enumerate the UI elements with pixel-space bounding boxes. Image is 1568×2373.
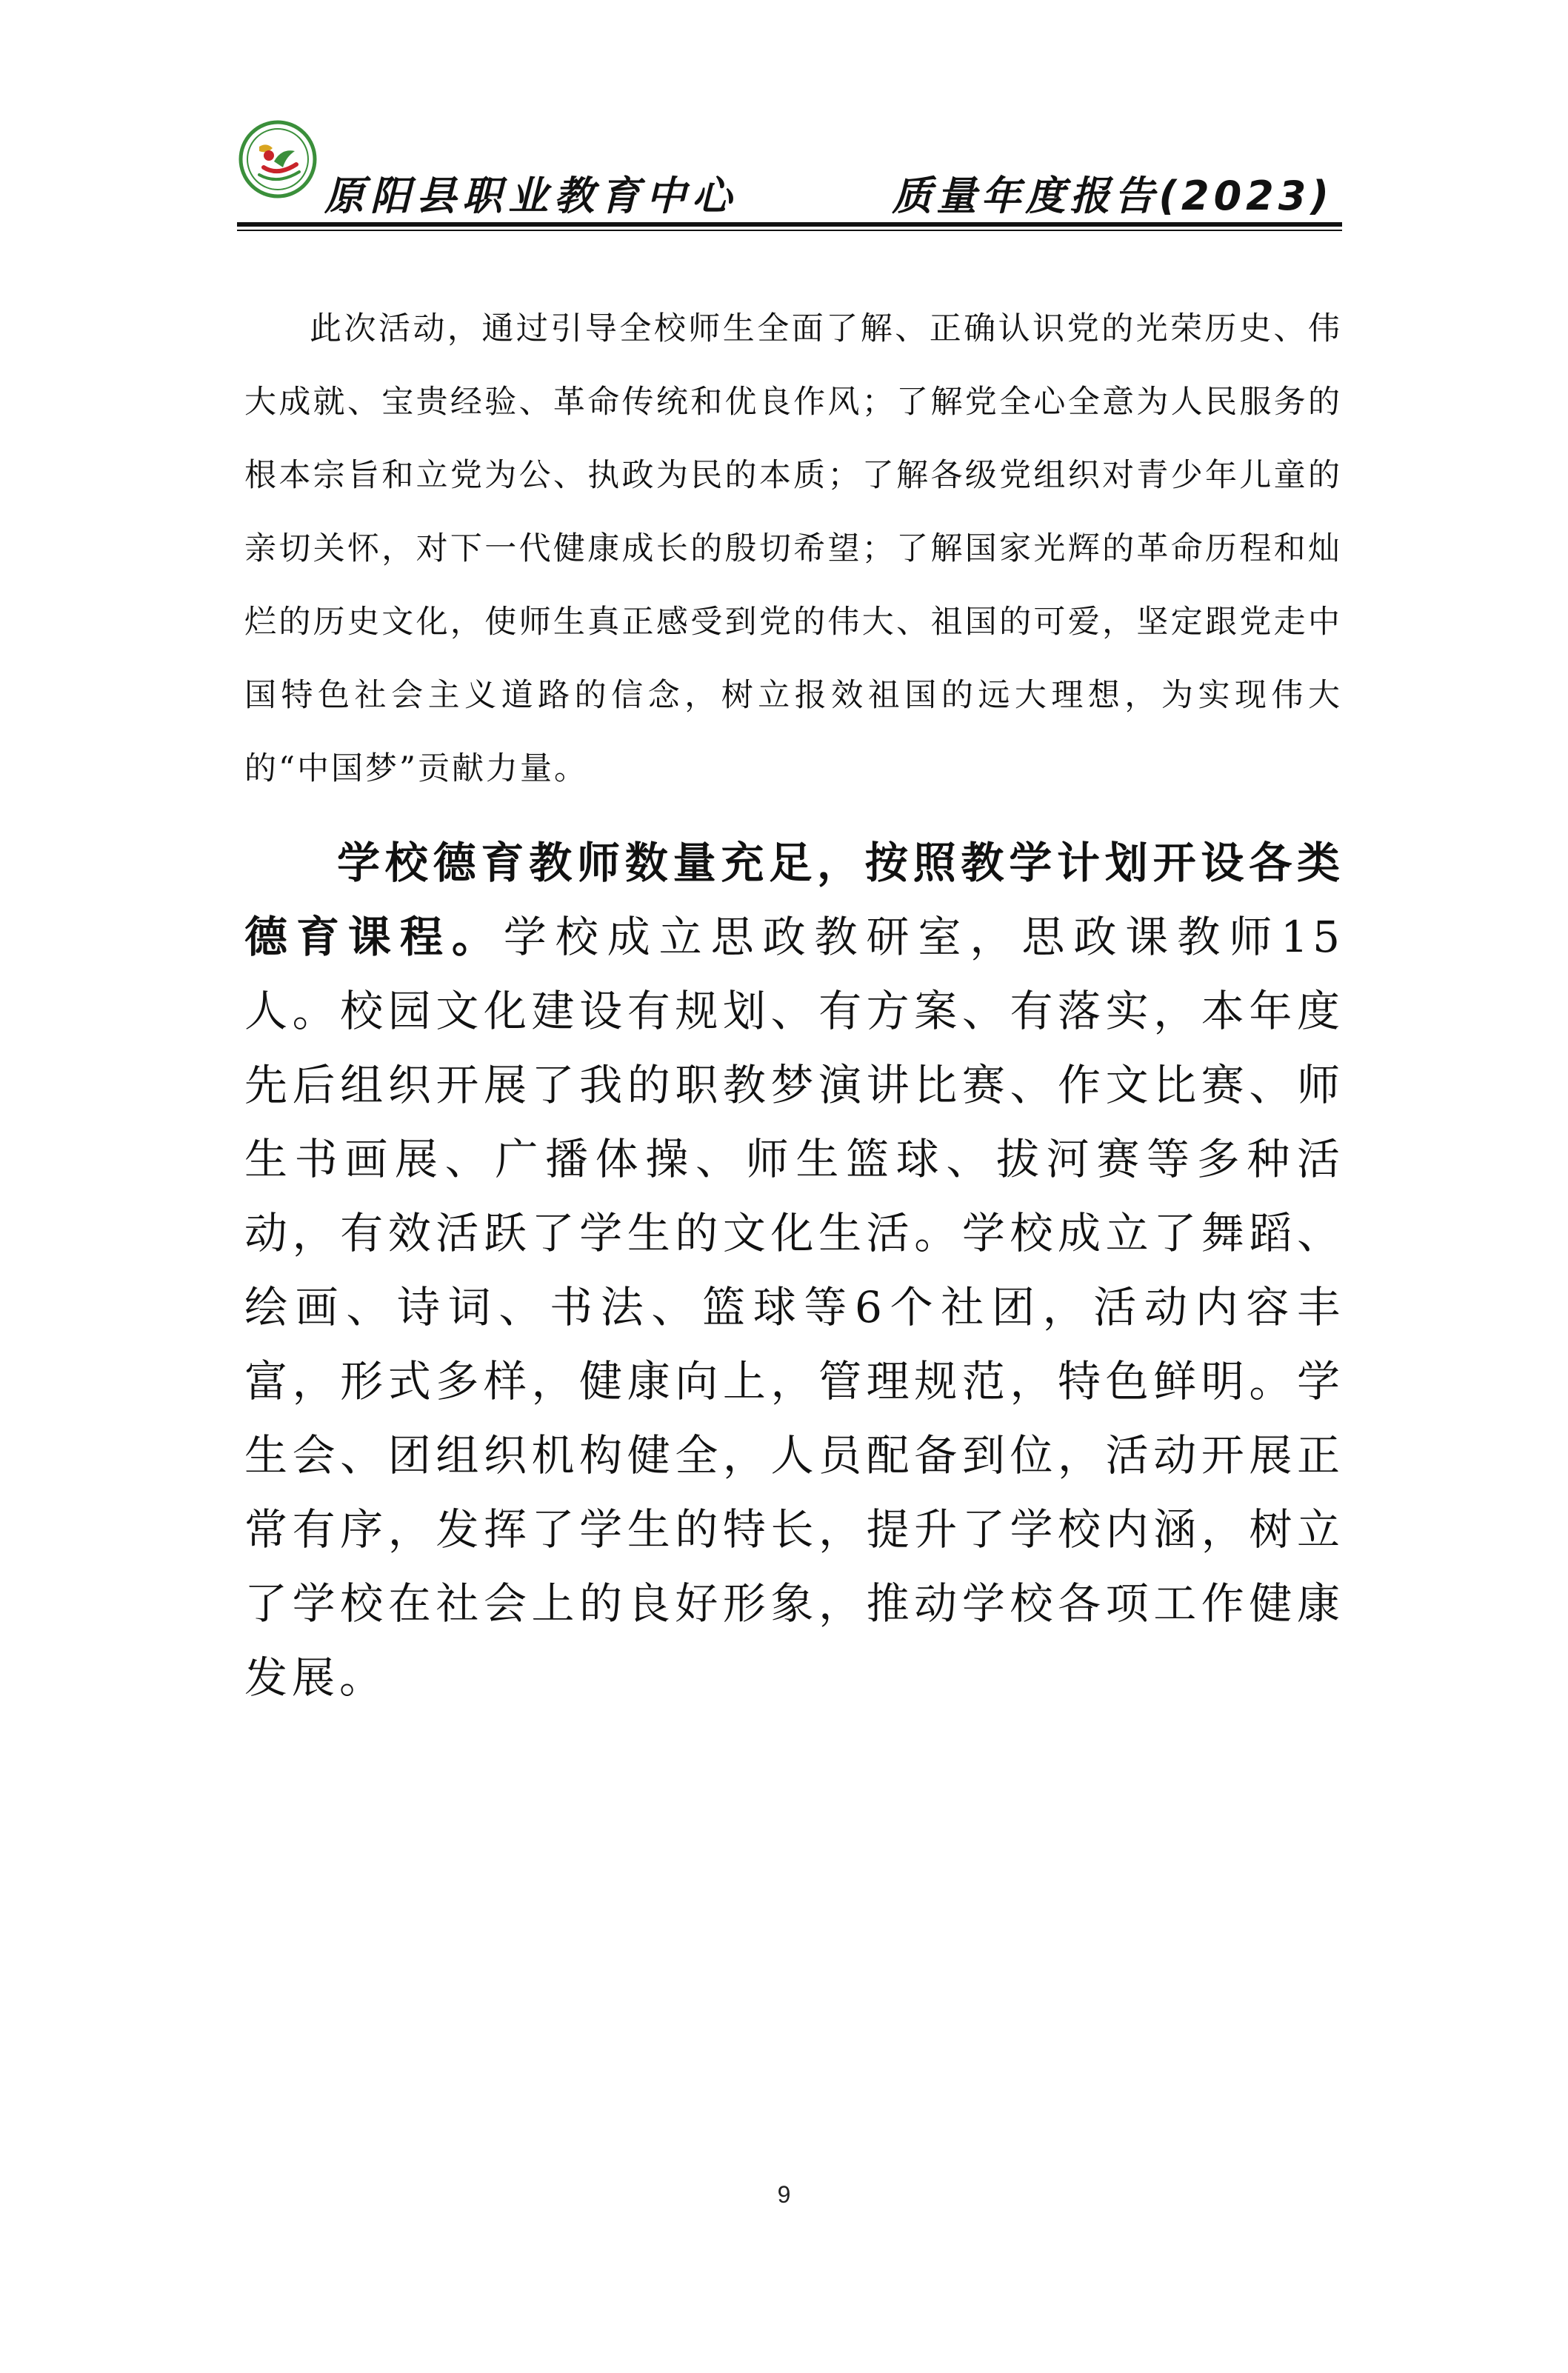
header-divider-thin bbox=[237, 230, 1342, 231]
body-paragraph-2 bbox=[244, 826, 1344, 1715]
school-emblem-icon bbox=[237, 119, 318, 200]
report-title: 质量年度报告(2023) bbox=[892, 173, 1333, 219]
paragraph-2-body: 学校成立思政教研室，思政课教师15人。校园文化建设有规划、有方案、有落实，本年度先后组织开展了我的职教梦演讲比赛、作文比赛、师生书画展、广播体操、师生篮球、拔河赛等多种活动，有效活跃了学生的文化生活。学校成立了舞蹈、绘画、诗词、书法、篮球等6个社团，活动内容丰富，形式多样，健康向上，管理规范，特色鲜明。学生会、团组织机构健全，人员配备到位，活动开展正常有序，发挥了学生的特长，提升了学校内涵，树立了学校在社会上的良好形象，推动学校各项工作健康发展。 bbox=[244, 912, 1344, 1703]
header-divider-thick bbox=[237, 222, 1342, 227]
school-name: 原阳县职业教育中心 bbox=[324, 173, 738, 219]
paragraph-2-lead: 学校德育教师数量充足，按照教学计划开设各类德育课程。 bbox=[244, 838, 1344, 962]
body-paragraph-1: 此次活动，通过引导全校师生全面了解、正确认识党的光荣历史、伟大成就、宝贵经验、革命传统和优良作风；了解党全心全意为人民服务的根本宗旨和立党为公、执政为民的本质；了解各级党组织对青少年儿童的亲切关怀，对下一代健康成长的殷切希望；了解国家光辉的革命历程和灿烂的历史文化，使师生真正感受到党的伟大、祖国的可爱，坚定跟党走中国特色社会主义道路的信念，树立报效祖国的远大理想，为实现伟大的“中国梦”贡献力量。 bbox=[244, 310, 1342, 787]
page-header bbox=[237, 111, 1348, 230]
page-number: 9 bbox=[777, 2181, 791, 2208]
